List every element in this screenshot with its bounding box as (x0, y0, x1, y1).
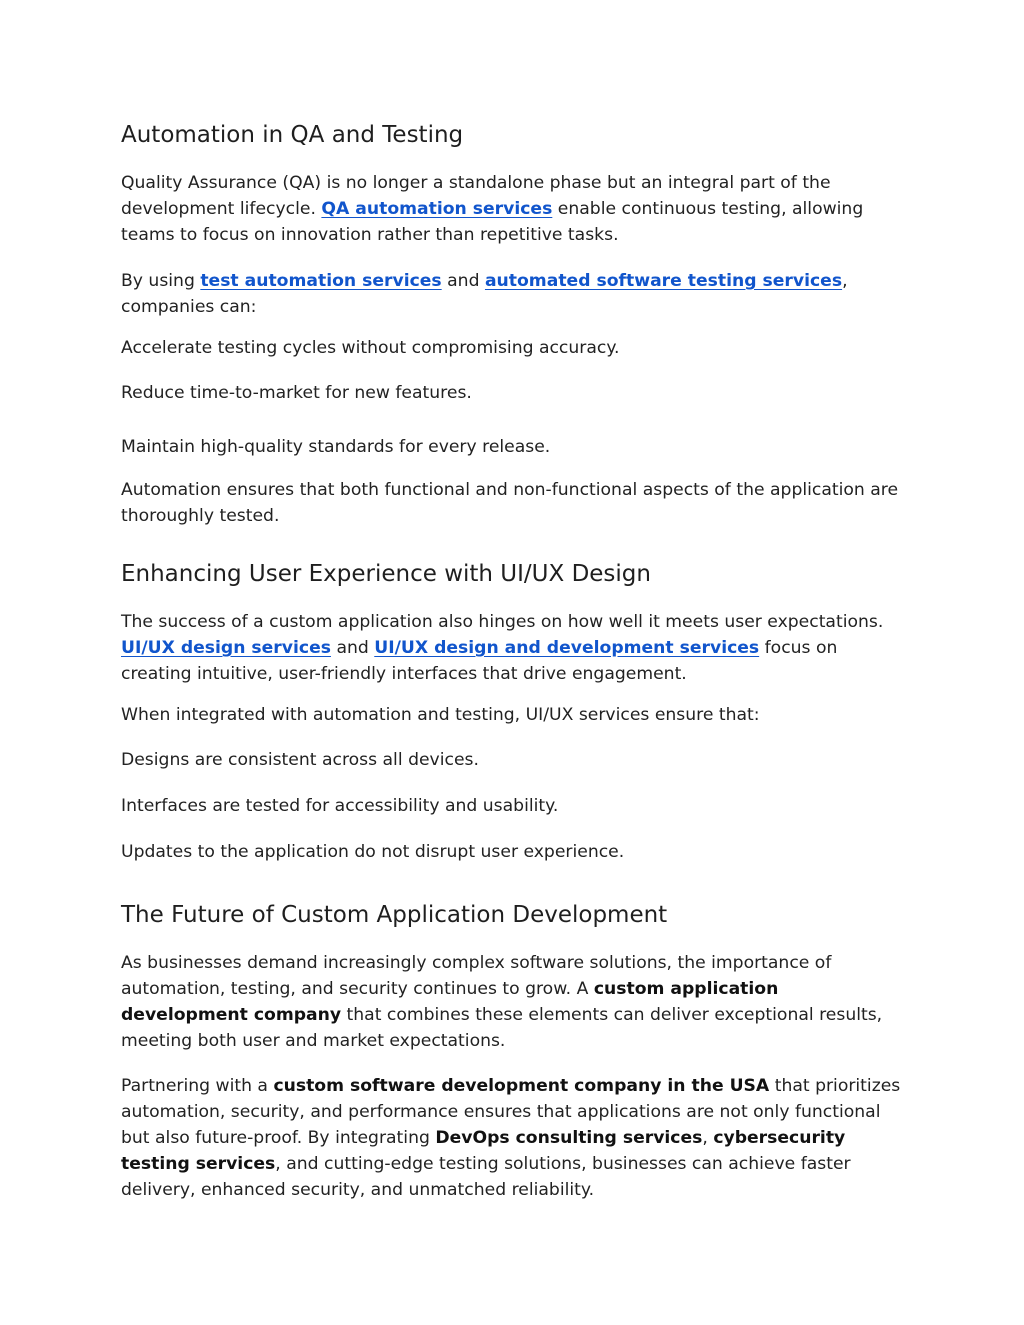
heading-future: The Future of Custom Application Development (121, 902, 668, 928)
text: , and cutting-edge testing solutions, businesses can achieve faster delivery, enhanced security, and unmatched reliability. (121, 1154, 851, 1200)
paragraph-automation-ensures: Automation ensures that both functional and non-functional aspects of the application are thoroughly tested. (121, 480, 899, 526)
text: Quality Assurance (QA) is no longer a standalone phase but an integral part of the development lifecycle. (121, 173, 831, 219)
bold-text: DevOps consulting services (435, 1128, 703, 1148)
bold-text: custom software development company in the USA (273, 1076, 770, 1096)
bold-text: cybersecurity testing services (121, 1128, 846, 1174)
text: Partnering with a (121, 1076, 268, 1096)
text: focus on creating intuitive, user-friendly interfaces that drive engagement. (121, 638, 838, 684)
text: that prioritizes automation, security, and performance ensures that applications are not only functional but also future-proof. By integrating (121, 1076, 901, 1148)
text: enable continuous testing, allowing teams to focus on innovation rather than repetitive tasks. (121, 199, 864, 245)
paragraph-by-using (121, 268, 911, 320)
paragraph-when-integrated: When integrated with automation and testing, UI/UX services ensure that: (121, 705, 760, 725)
list-item: Reduce time-to-market for new features. (121, 383, 472, 403)
heading-automation-qa: Automation in QA and Testing (121, 122, 464, 148)
link-ui-ux-design-services[interactable]: UI/UX design services (121, 638, 331, 658)
paragraph-ui-ux-intro (121, 609, 911, 687)
text: , (702, 1128, 708, 1148)
paragraph-future-1 (121, 950, 911, 1054)
paragraph-qa-intro (121, 170, 911, 248)
list-item: Designs are consistent across all devices. (121, 750, 479, 770)
list-item: Maintain high-quality standards for every release. (121, 437, 551, 457)
link-ui-ux-design-and-development-services[interactable]: UI/UX design and development services (374, 638, 760, 658)
text: The success of a custom application also hinges on how well it meets user expectations. (121, 612, 884, 632)
text: that combines these elements can deliver exceptional results, meeting both user and market expectations. (121, 1005, 883, 1051)
list-item: Updates to the application do not disrupt user experience. (121, 842, 625, 862)
link-automated-software-testing-services[interactable]: automated software testing services (484, 271, 843, 291)
text: As businesses demand increasingly complex software solutions, the importance of automation, testing, and security continues to grow. A (121, 953, 832, 999)
heading-ui-ux: Enhancing User Experience with UI/UX Design (121, 561, 651, 587)
bold-text: custom application development company (121, 979, 779, 1025)
link-test-automation-services[interactable]: test automation services (200, 271, 442, 291)
list-item: Accelerate testing cycles without compromising accuracy. (121, 338, 620, 358)
text: , companies can: (121, 271, 848, 317)
text: and (336, 638, 369, 658)
text: and (447, 271, 480, 291)
list-item: Interfaces are tested for accessibility and usability. (121, 796, 559, 816)
text: By using (121, 271, 195, 291)
paragraph-future-2 (121, 1073, 911, 1203)
link-qa-automation-services[interactable]: QA automation services (321, 199, 553, 219)
